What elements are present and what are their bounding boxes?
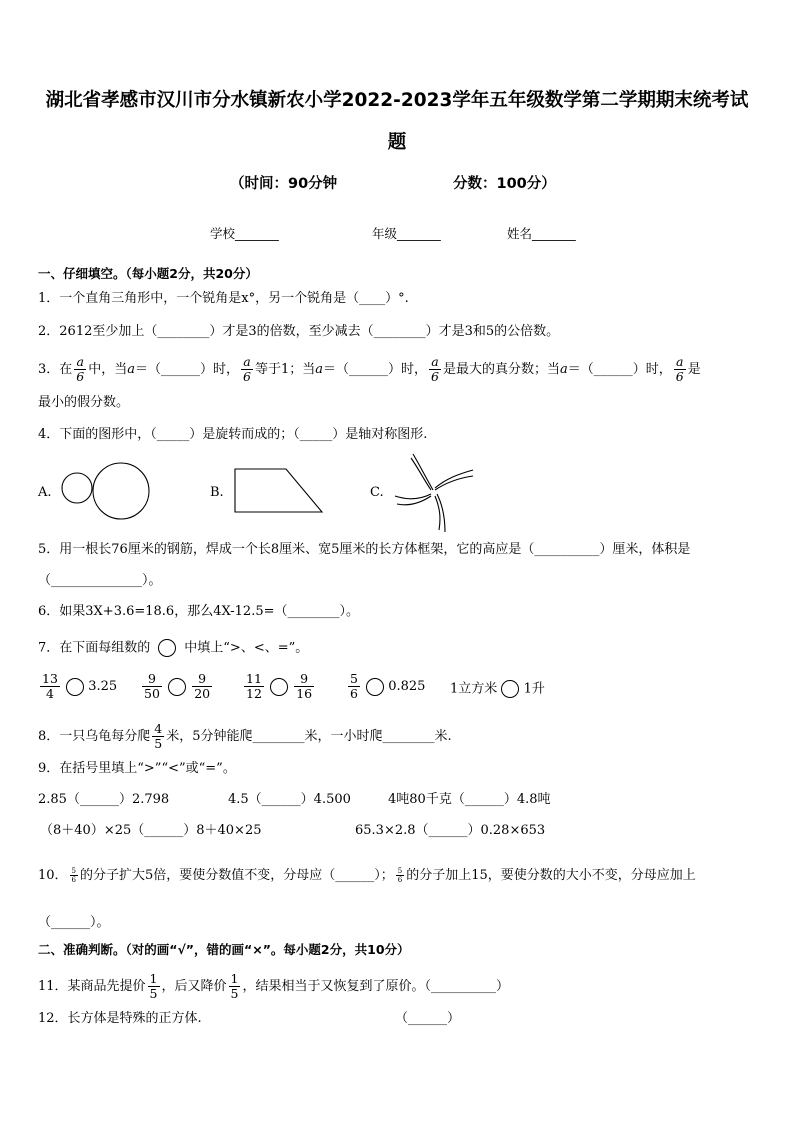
q3-text-c: ＝（______）时， [135, 362, 240, 377]
compare-circle-icon[interactable] [66, 678, 84, 696]
question-1: 1．一个直角三角形中，一个锐角是x°，另一个锐角是（____）°. [38, 291, 409, 306]
compare-circle-icon[interactable] [366, 678, 384, 696]
q3-text-f: 是最大的真分数；当 [443, 362, 561, 377]
question-6: 6．如果3X+3.6=18.6，那么4X-12.5=（________）。 [38, 604, 359, 619]
q3-fraction: $\frac{a}{6}$ [243, 354, 251, 384]
q3-fraction: $\frac{a}{6}$ [431, 354, 439, 384]
option-c-label: C. [370, 485, 384, 500]
q3-text-d: 等于1；当 [254, 362, 316, 377]
q9-item-2: 4.5（______）4.500 [228, 792, 351, 807]
compare-circle-icon[interactable] [270, 678, 288, 696]
section-1-heading: 一、仔细填空。（每小题2分，共20分） [38, 266, 258, 281]
compare-circle-icon[interactable] [501, 680, 519, 698]
q3-text-h: 是 [687, 362, 701, 377]
blank-circle-icon [158, 639, 176, 657]
option-a-label: A. [38, 485, 52, 500]
q3-text-b: 中，当 [88, 362, 128, 377]
q7-compare-5: 1立方米 1升 [450, 681, 545, 697]
question-5: 5．用一根长76厘米的钢筋，焊成一个长8厘米、宽5厘米的长方体框架，它的高应是（__________）厘米，体积是 [38, 542, 691, 557]
question-12-blank: （______） [395, 1011, 461, 1026]
section-2-heading: 二、准确判断。（对的画“√”，错的画“×”。每小题2分，共10分） [38, 942, 410, 957]
question-12: 12．长方体是特殊的正方体. [38, 1011, 202, 1026]
option-b-label: B. [210, 485, 224, 500]
q9-item-5: 65.3×2.8（______）0.28×653 [355, 823, 546, 838]
compare-circle-icon[interactable] [168, 678, 186, 696]
question-7: 7．在下面每组数的 中填上“>、<、=”。 [38, 640, 309, 656]
question-4: 4．下面的图形中，（_____）是旋转而成的；（_____）是轴对称图形. [38, 427, 428, 442]
q7-compare-2: $\frac{9}{50}$ $\frac{9}{20}$ [144, 671, 211, 701]
exam-title-line2: 题 [387, 132, 407, 153]
q3-fraction: $\frac{a}{6}$ [675, 354, 684, 384]
q7-compare-3: $\frac{11}{12}$ $\frac{9}{16}$ [246, 671, 313, 701]
two-circles-figure [60, 462, 152, 522]
question-8: 8．一只乌龟每分爬 $\frac{4}{5}$ 米，5分钟能爬________米，一小时爬________米. [38, 721, 452, 751]
q9-item-4: （8＋40）×25（______）8＋40×25 [40, 823, 262, 838]
question-3-line2: 最小的假分数。 [38, 395, 130, 410]
school-field: 学校_______ [210, 226, 279, 241]
question-11: 11．某商品先提价 $\frac{1}{5}$ ，后又降价 $\frac{1}{5}$ ，结果相当于又恢复到了原价。（__________） [38, 971, 509, 1001]
q3-fraction: $\frac{a}{6}$ [76, 354, 85, 384]
q3-text-a: 3．在 [38, 362, 73, 377]
question-10-line2: （______）。 [38, 915, 110, 930]
q9-item-3: 4吨80千克（______）4.8吨 [388, 792, 551, 807]
question-9: 9．在括号里填上“>”“<”或“=”。 [38, 761, 236, 776]
q3-text-g: ＝（______）时， [567, 362, 672, 377]
grade-field: 年级_______ [372, 226, 441, 241]
q3-text-e: ＝（______）时， [323, 362, 428, 377]
q9-item-1: 2.85（______）2.798 [38, 792, 170, 807]
question-2: 2．2612至少加上（________）才是3的倍数，至少减去（________）才是3和5的公倍数。 [38, 324, 560, 339]
q7-compare-1: $\frac{13}{4}$ 3.25 [42, 671, 118, 701]
name-field: 姓名_______ [507, 226, 576, 241]
question-5-line2: （______________）。 [38, 573, 162, 588]
pinwheel-figure [393, 452, 477, 534]
question-3: 3．在 $\frac{a}{6}$ 中，当a＝（______）时， $\frac{a}{6}$ 等于1；当a＝（______）时， $\frac{a}{6}$ 是最大的真分数；当a＝（______）时， $\frac{a}{6}$ 是 [38, 354, 701, 384]
exam-title-line1: 湖北省孝感市汉川市分水镇新农小学2022-2023学年五年级数学第二学期期末统考试 [45, 90, 749, 111]
q7-compare-4: $\frac{5}{6}$ 0.825 [350, 671, 426, 701]
exam-time: （时间：90分钟 [230, 176, 338, 192]
trapezoid-figure [234, 468, 326, 516]
exam-score: 分数：100分） [453, 176, 556, 192]
question-10: 10． $\frac{5}{6}$ 的分子扩大5倍，要使分数值不变，分母应（______）； $\frac{5}{6}$ 的分子加上15，要使分数的大小不变，分母应加上 [38, 867, 696, 884]
